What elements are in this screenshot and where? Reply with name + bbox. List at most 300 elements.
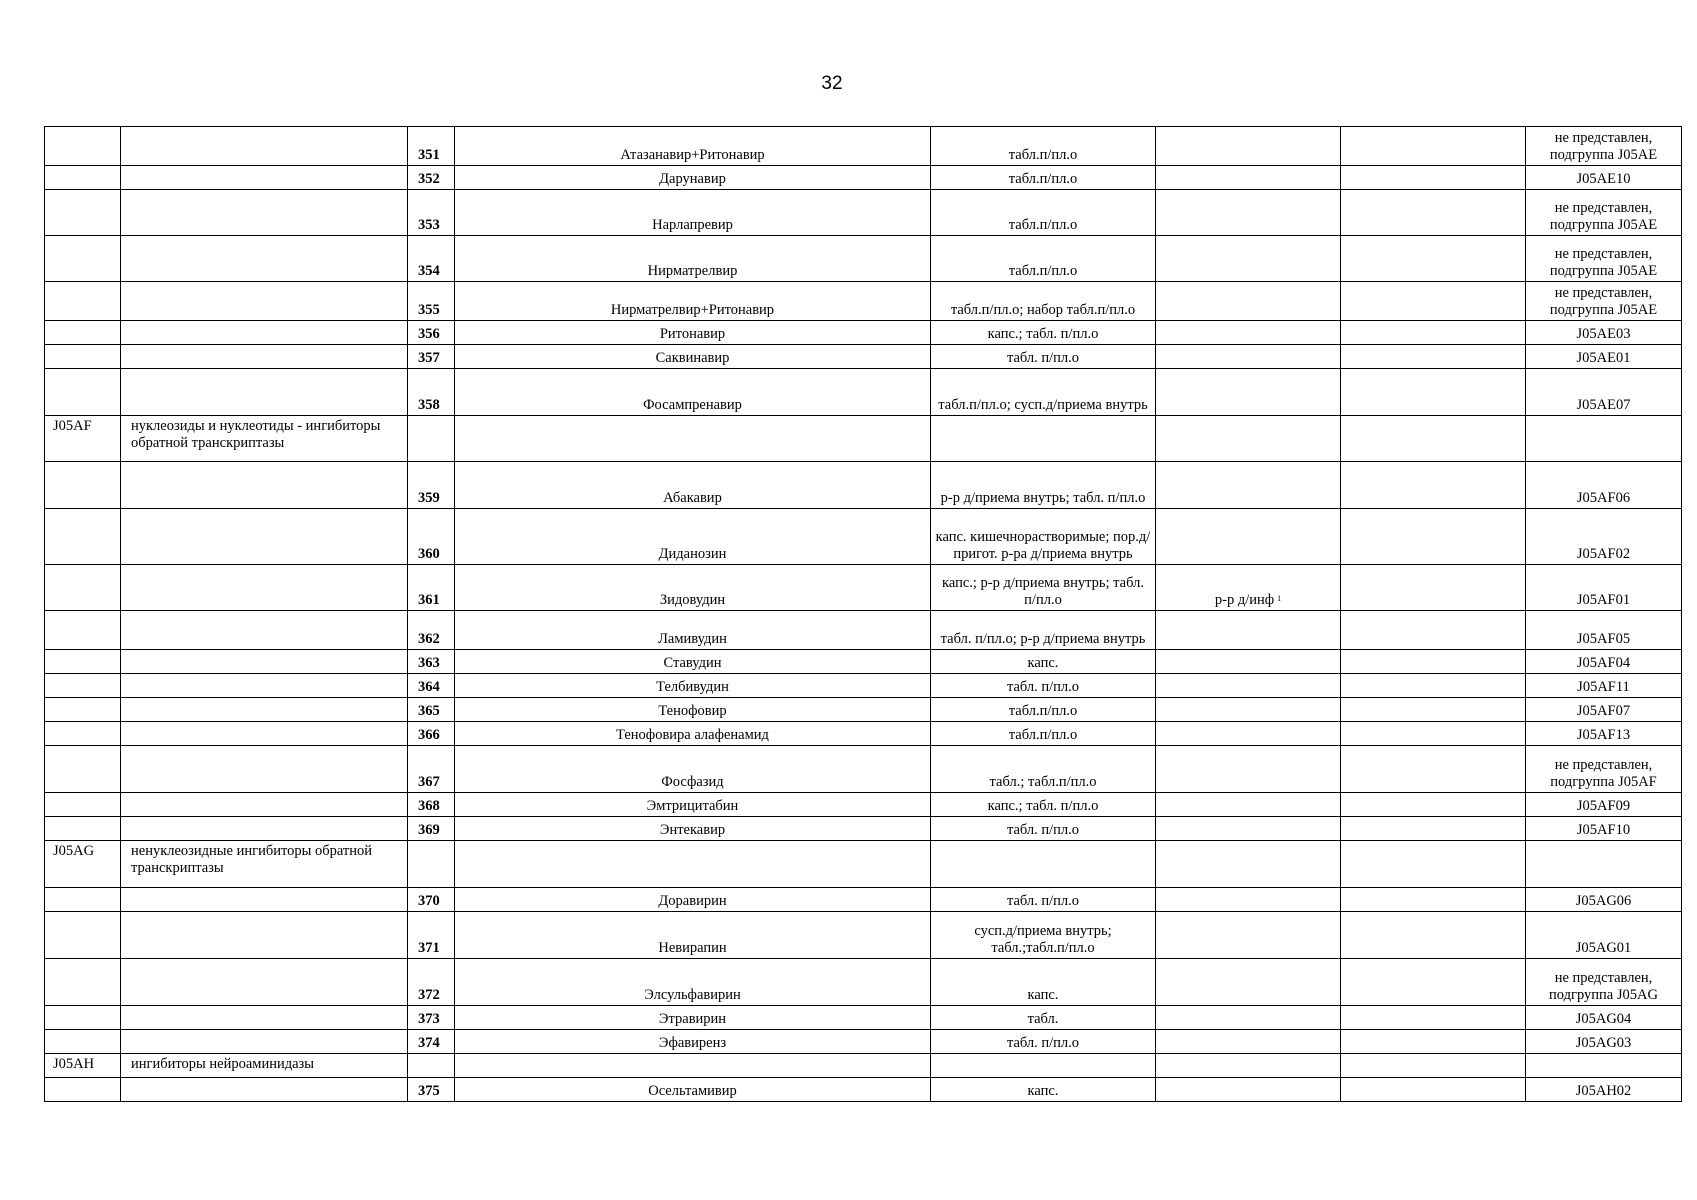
hospital-forms [1156, 565, 1341, 611]
atc-group-name [121, 462, 408, 509]
dosage-forms-text: капс.; табл. п/пл.о [987, 326, 1099, 342]
row-number-text: 353 [418, 217, 440, 233]
atc-code-text: J05AE10 [1576, 171, 1631, 187]
row-number [408, 462, 455, 509]
drug-name [455, 190, 931, 236]
dosage-forms-text: табл.п/пл.о [1008, 727, 1078, 743]
dosage-forms-text: капс. кишечнорастворимые; пор.д/пригот. р-ра д/приема внутрь [935, 529, 1151, 562]
drug-name-text: Эфавиренз [658, 1035, 727, 1051]
atc-code-text: не представлен, подгруппа J05AE [1549, 285, 1658, 318]
hospital-forms [1156, 793, 1341, 817]
table-row [45, 1078, 1682, 1102]
table-row [45, 236, 1682, 282]
row-number [408, 190, 455, 236]
atc-group-name [121, 650, 408, 674]
dosage-forms [931, 1054, 1156, 1078]
drug-name-text: Дарунавир [659, 171, 726, 187]
drug-table-body [45, 127, 1682, 1102]
drug-name-text: Ставудин [663, 655, 722, 671]
hospital-forms [1156, 236, 1341, 282]
row-number [408, 369, 455, 416]
atc-group-code [45, 166, 121, 190]
atc-group-code [45, 674, 121, 698]
table-row [45, 282, 1682, 321]
atc-group-code [45, 369, 121, 416]
row-number [408, 1078, 455, 1102]
dosage-forms-text: табл. п/пл.о [1006, 893, 1080, 909]
row-number [408, 817, 455, 841]
extra-cell [1341, 166, 1526, 190]
atc-group-code-text: J05AH [53, 1056, 95, 1072]
table-row [45, 722, 1682, 746]
extra-cell [1341, 1078, 1526, 1102]
drug-name [455, 650, 931, 674]
row-number-text: 366 [418, 727, 440, 743]
dosage-forms [931, 698, 1156, 722]
row-number-text: 367 [418, 774, 440, 790]
drug-name-text: Зидовудин [659, 592, 726, 608]
row-number [408, 1054, 455, 1078]
drug-name-text: Невирапин [658, 940, 727, 956]
atc-code [1526, 462, 1682, 509]
hospital-forms [1156, 1078, 1341, 1102]
dosage-forms [931, 650, 1156, 674]
extra-cell [1341, 793, 1526, 817]
drug-name [455, 462, 931, 509]
drug-name [455, 912, 931, 959]
drug-name-text: Фосфазид [661, 774, 724, 790]
dosage-forms [931, 959, 1156, 1006]
atc-code-text: J05AF06 [1576, 490, 1631, 506]
hospital-forms [1156, 416, 1341, 462]
extra-cell [1341, 1030, 1526, 1054]
hospital-forms [1156, 1006, 1341, 1030]
row-number-text: 360 [418, 546, 440, 562]
atc-group-name [121, 565, 408, 611]
hospital-forms [1156, 1030, 1341, 1054]
dosage-forms [931, 1030, 1156, 1054]
dosage-forms [931, 345, 1156, 369]
drug-name-text: Энтекавир [659, 822, 726, 838]
extra-cell [1341, 698, 1526, 722]
atc-group-name [121, 611, 408, 650]
atc-group-code [45, 611, 121, 650]
extra-cell [1341, 817, 1526, 841]
atc-group-name-text: ингибиторы нейроаминидазы [131, 1056, 315, 1072]
drug-name [455, 888, 931, 912]
atc-code [1526, 166, 1682, 190]
drug-name-text: Тенофовира алафенамид [616, 727, 769, 743]
row-number [408, 127, 455, 166]
atc-group-name [121, 841, 408, 888]
row-number-text: 355 [418, 302, 440, 318]
drug-name [455, 369, 931, 416]
drug-name-text: Саквинавир [655, 350, 730, 366]
row-number [408, 841, 455, 888]
atc-group-name [121, 1006, 408, 1030]
table-row [45, 650, 1682, 674]
table-row [45, 793, 1682, 817]
row-number [408, 166, 455, 190]
dosage-forms-text: табл. [1027, 1011, 1059, 1027]
dosage-forms [931, 282, 1156, 321]
atc-group-name [121, 1054, 408, 1078]
table-row [45, 321, 1682, 345]
atc-group-code [45, 190, 121, 236]
row-number-text: 365 [418, 703, 440, 719]
drug-name-text: Ламивудин [658, 631, 727, 647]
atc-group-code [45, 841, 121, 888]
row-number-text: 375 [418, 1083, 440, 1099]
dosage-forms [931, 462, 1156, 509]
hospital-forms [1156, 841, 1341, 888]
atc-group-code [45, 1078, 121, 1102]
atc-group-code [45, 1030, 121, 1054]
drug-name-text: Фосампренавир [643, 397, 742, 413]
atc-group-name [121, 674, 408, 698]
dosage-forms-text: табл.; табл.п/пл.о [989, 774, 1097, 790]
atc-group-code [45, 912, 121, 959]
row-number [408, 912, 455, 959]
hospital-forms [1156, 650, 1341, 674]
extra-cell [1341, 565, 1526, 611]
drug-name [455, 321, 931, 345]
row-number-text: 368 [418, 798, 440, 814]
atc-group-code-text: J05AG [53, 843, 95, 859]
atc-group-name-text: ненуклеозидные ингибиторы обратной транскриптазы [131, 843, 373, 876]
atc-code [1526, 959, 1682, 1006]
atc-group-code [45, 793, 121, 817]
atc-group-name [121, 1030, 408, 1054]
row-number [408, 1006, 455, 1030]
hospital-forms [1156, 127, 1341, 166]
drug-name [455, 1078, 931, 1102]
atc-code-text: J05AF05 [1576, 631, 1631, 647]
hospital-forms [1156, 888, 1341, 912]
dosage-forms [931, 127, 1156, 166]
hospital-forms [1156, 674, 1341, 698]
atc-code-text: J05AF04 [1576, 655, 1631, 671]
dosage-forms-text: табл. п/пл.о [1006, 822, 1080, 838]
drug-name-text: Этравирин [658, 1011, 727, 1027]
atc-group-name [121, 722, 408, 746]
atc-code-text: J05AF02 [1576, 546, 1631, 562]
drug-name-text: Телбивудин [656, 679, 729, 695]
atc-code-text: J05AG03 [1575, 1035, 1632, 1051]
drug-name-text: Нирматрелвир+Ритонавир [610, 302, 775, 318]
table-row [45, 674, 1682, 698]
table-row [45, 1030, 1682, 1054]
drug-name-text: Осельтамивир [648, 1083, 737, 1099]
dosage-forms-text: капс. [1027, 987, 1059, 1003]
row-number [408, 650, 455, 674]
drug-name [455, 722, 931, 746]
hospital-forms [1156, 722, 1341, 746]
hospital-forms [1156, 1054, 1341, 1078]
row-number-text: 372 [418, 987, 440, 1003]
atc-code [1526, 746, 1682, 793]
drug-name [455, 236, 931, 282]
dosage-forms-text: табл. п/пл.о; р-р д/приема внутрь [940, 631, 1146, 647]
row-number-text: 374 [418, 1035, 440, 1051]
hospital-forms [1156, 345, 1341, 369]
row-number-text: 361 [418, 592, 440, 608]
drug-name [455, 565, 931, 611]
drug-name-text: Ритонавир [659, 326, 726, 342]
extra-cell [1341, 282, 1526, 321]
hospital-forms [1156, 282, 1341, 321]
drug-name [455, 698, 931, 722]
drug-name-text: Тенофовир [658, 703, 727, 719]
extra-cell [1341, 959, 1526, 1006]
row-number [408, 611, 455, 650]
row-number-text: 357 [418, 350, 440, 366]
dosage-forms [931, 674, 1156, 698]
drug-name [455, 746, 931, 793]
dosage-forms [931, 611, 1156, 650]
drug-name [455, 817, 931, 841]
group-header-row [45, 1054, 1682, 1078]
drug-name-text: Элсульфавирин [644, 987, 741, 1003]
dosage-forms-text: сусп.д/приема внутрь; табл.;табл.п/пл.о [974, 923, 1112, 956]
row-number [408, 722, 455, 746]
drug-name-text: Нирматрелвир [647, 263, 738, 279]
atc-code [1526, 369, 1682, 416]
atc-code-text: не представлен, подгруппа J05AE [1549, 200, 1658, 233]
atc-group-code [45, 1006, 121, 1030]
drug-name-text: Эмтрицитабин [646, 798, 739, 814]
atc-group-code [45, 345, 121, 369]
atc-group-code-text: J05AF [53, 418, 92, 434]
extra-cell [1341, 722, 1526, 746]
footnote-marker: 1 [1277, 594, 1282, 603]
atc-code-text: J05AF07 [1576, 703, 1631, 719]
row-number [408, 282, 455, 321]
dosage-forms [931, 793, 1156, 817]
atc-code [1526, 650, 1682, 674]
row-number [408, 959, 455, 1006]
dosage-forms-text: капс. [1027, 1083, 1059, 1099]
hospital-forms [1156, 166, 1341, 190]
atc-code-text: J05AE07 [1576, 397, 1631, 413]
hospital-forms [1156, 369, 1341, 416]
row-number [408, 416, 455, 462]
table-row [45, 565, 1682, 611]
row-number [408, 698, 455, 722]
extra-cell [1341, 236, 1526, 282]
atc-group-name [121, 1078, 408, 1102]
drug-name-text: Доравирин [658, 893, 727, 909]
dosage-forms [931, 321, 1156, 345]
row-number [408, 509, 455, 565]
dosage-forms [931, 746, 1156, 793]
atc-code [1526, 190, 1682, 236]
row-number-text: 370 [418, 893, 440, 909]
extra-cell [1341, 190, 1526, 236]
drug-table [44, 126, 1682, 1102]
atc-code [1526, 236, 1682, 282]
atc-group-code [45, 321, 121, 345]
dosage-forms-text: табл.п/пл.о [1008, 147, 1078, 163]
extra-cell [1341, 912, 1526, 959]
row-number-text: 356 [418, 326, 440, 342]
atc-group-code [45, 462, 121, 509]
group-header-row [45, 841, 1682, 888]
hospital-forms [1156, 509, 1341, 565]
atc-code [1526, 793, 1682, 817]
hospital-forms [1156, 321, 1341, 345]
extra-cell [1341, 416, 1526, 462]
hospital-forms [1156, 190, 1341, 236]
dosage-forms [931, 1078, 1156, 1102]
atc-code-text: J05AF10 [1576, 822, 1631, 838]
row-number [408, 345, 455, 369]
table-row [45, 1006, 1682, 1030]
page-number: 32 [821, 73, 843, 94]
atc-group-code [45, 746, 121, 793]
dosage-forms [931, 722, 1156, 746]
row-number [408, 236, 455, 282]
atc-code-text: J05AF01 [1576, 592, 1631, 608]
extra-cell [1341, 841, 1526, 888]
hospital-forms [1156, 698, 1341, 722]
dosage-forms [931, 565, 1156, 611]
table-row [45, 369, 1682, 416]
atc-group-name [121, 817, 408, 841]
row-number [408, 888, 455, 912]
atc-group-name [121, 321, 408, 345]
atc-group-code [45, 509, 121, 565]
hospital-forms [1156, 611, 1341, 650]
atc-code [1526, 674, 1682, 698]
row-number-text: 359 [418, 490, 440, 506]
drug-name-text: Нарлапревир [652, 217, 733, 233]
atc-group-name [121, 166, 408, 190]
hospital-forms [1156, 912, 1341, 959]
atc-group-code [45, 959, 121, 1006]
atc-code-text: J05AE01 [1576, 350, 1631, 366]
dosage-forms [931, 166, 1156, 190]
drug-name [455, 1054, 931, 1078]
atc-group-code [45, 236, 121, 282]
atc-code [1526, 698, 1682, 722]
dosage-forms-text: табл.п/пл.о [1008, 171, 1078, 187]
extra-cell [1341, 674, 1526, 698]
atc-group-name [121, 746, 408, 793]
dosage-forms-text: табл.п/пл.о; набор табл.п/пл.о [950, 302, 1136, 318]
table-row [45, 127, 1682, 166]
atc-code-text: J05AE03 [1576, 326, 1631, 342]
atc-code-text: не представлен, подгруппа J05AE [1549, 130, 1658, 163]
dosage-forms-text: капс. [1027, 655, 1059, 671]
atc-code [1526, 817, 1682, 841]
atc-group-code [45, 698, 121, 722]
group-header-row [45, 416, 1682, 462]
dosage-forms-text: табл. п/пл.о [1006, 679, 1080, 695]
drug-name [455, 959, 931, 1006]
atc-group-name [121, 345, 408, 369]
extra-cell [1341, 462, 1526, 509]
drug-name [455, 1030, 931, 1054]
atc-group-code [45, 416, 121, 462]
atc-code [1526, 127, 1682, 166]
table-row [45, 817, 1682, 841]
dosage-forms-text: табл. п/пл.о [1006, 350, 1080, 366]
extra-cell [1341, 611, 1526, 650]
dosage-forms [931, 509, 1156, 565]
dosage-forms-text: табл.п/пл.о [1008, 703, 1078, 719]
row-number-text: 354 [418, 263, 440, 279]
drug-name [455, 166, 931, 190]
atc-group-code [45, 282, 121, 321]
atc-code-text: J05AG01 [1575, 940, 1632, 956]
atc-code [1526, 565, 1682, 611]
atc-group-name [121, 282, 408, 321]
atc-group-name [121, 509, 408, 565]
atc-group-name [121, 888, 408, 912]
extra-cell [1341, 1054, 1526, 1078]
atc-code [1526, 1006, 1682, 1030]
atc-code-text: J05AF09 [1576, 798, 1631, 814]
table-row [45, 746, 1682, 793]
dosage-forms [931, 416, 1156, 462]
dosage-forms-text: капс.; р-р д/приема внутрь; табл. п/пл.о [942, 575, 1144, 608]
extra-cell [1341, 369, 1526, 416]
row-number [408, 746, 455, 793]
row-number-text: 364 [418, 679, 440, 695]
dosage-forms [931, 190, 1156, 236]
row-number-text: 369 [418, 822, 440, 838]
atc-code-text: J05AH02 [1575, 1083, 1632, 1099]
drug-name [455, 1006, 931, 1030]
row-number-text: 352 [418, 171, 440, 187]
row-number [408, 793, 455, 817]
atc-code [1526, 841, 1682, 888]
drug-name [455, 345, 931, 369]
table-row [45, 509, 1682, 565]
atc-group-name [121, 127, 408, 166]
dosage-forms-text: табл. п/пл.о [1006, 1035, 1080, 1051]
extra-cell [1341, 127, 1526, 166]
atc-code-text: не представлен, подгруппа J05AE [1549, 246, 1658, 279]
row-number-text: 371 [418, 940, 440, 956]
extra-cell [1341, 746, 1526, 793]
row-number-text: 363 [418, 655, 440, 671]
drug-name [455, 509, 931, 565]
extra-cell [1341, 345, 1526, 369]
atc-code [1526, 611, 1682, 650]
table-row [45, 912, 1682, 959]
drug-name [455, 793, 931, 817]
row-number [408, 321, 455, 345]
row-number-text: 351 [418, 147, 440, 163]
row-number [408, 565, 455, 611]
drug-name [455, 674, 931, 698]
atc-code [1526, 1030, 1682, 1054]
atc-code-text: J05AG04 [1575, 1011, 1632, 1027]
atc-group-code [45, 722, 121, 746]
dosage-forms [931, 888, 1156, 912]
atc-code-text: не представлен, подгруппа J05AG [1549, 970, 1658, 1003]
extra-cell [1341, 321, 1526, 345]
dosage-forms [931, 817, 1156, 841]
atc-code [1526, 1054, 1682, 1078]
atc-group-code [45, 1054, 121, 1078]
drug-name [455, 127, 931, 166]
table-row [45, 462, 1682, 509]
atc-group-name [121, 369, 408, 416]
hospital-forms-text: р-р д/инф [1214, 592, 1275, 608]
